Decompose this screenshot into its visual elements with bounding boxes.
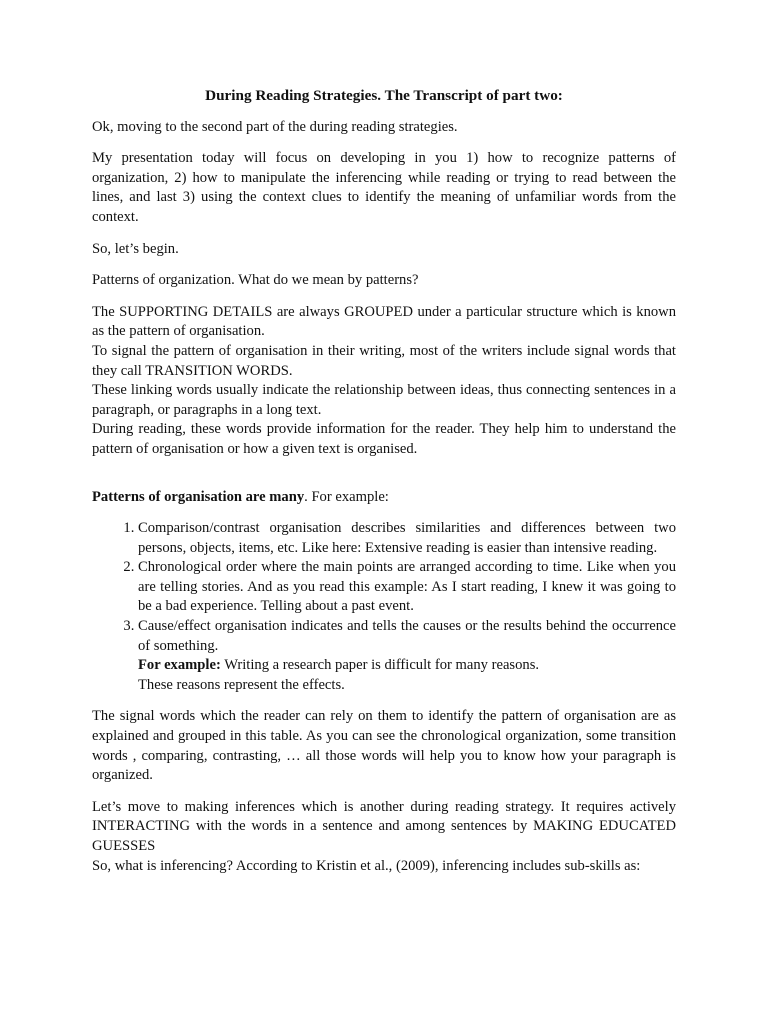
patterns-heading xyxy=(92,488,676,508)
list-item xyxy=(138,617,676,695)
paragraph-inferences xyxy=(92,798,676,876)
spacer xyxy=(92,460,676,488)
patterns-heading-rest: . For example: xyxy=(304,488,389,505)
text-line: During reading, these words provide information for the reader. They help him to understand the pattern of organisation or how a given text is organised. xyxy=(92,421,676,457)
list-item-text: Cause/effect organisation indicates and tells the causes or the results behind the occurrence of something. xyxy=(138,618,676,654)
paragraph-presentation: My presentation today will focus on developing in you 1) how to recognize patterns of organization, 2) how to manipulate the inferencing while reading or trying to read between the lines, and last 3) using the context clues to identify the meaning of unfamiliar words from the context. xyxy=(92,150,676,225)
list-item xyxy=(138,558,676,617)
paragraph-begin: So, let’s begin. xyxy=(92,240,179,257)
text-line: So, what is inferencing? According to Kristin et al., (2009), inferencing includes sub-skills as: xyxy=(92,857,641,874)
text-line: Let’s move to making inferences which is another during reading strategy. It requires actively INTERACTING with the words in a sentence and among sentences by MAKING EDUCATED GUESSES xyxy=(92,798,676,854)
list-item-text: Comparison/contrast organisation describes similarities and differences between two persons, objects, items, etc. Like here: Extensive reading is easier than intensive reading. xyxy=(138,520,676,556)
example-label: For example: xyxy=(138,657,221,674)
patterns-list xyxy=(92,519,676,695)
paragraph-supporting-details xyxy=(92,303,676,460)
list-item-example xyxy=(138,656,676,676)
text-line: To signal the pattern of organisation in their writing, most of the writers include signal words that they call TRANSITION WORDS. xyxy=(92,342,676,379)
paragraph-intro: Ok, moving to the second part of the during reading strategies. xyxy=(92,118,458,135)
patterns-heading-bold: Patterns of organisation are many xyxy=(92,488,305,505)
paragraph-patterns-question: Patterns of organization. What do we mean by patterns? xyxy=(92,272,419,289)
paragraph-signal-words: The signal words which the reader can rely on them to identify the pattern of organisation are as explained and grouped in this table. As you can see the chronological organization, some transition words , comparing, contrasting, … all those words will help you to know how your paragraph is organized. xyxy=(92,708,676,784)
list-item xyxy=(138,519,676,558)
list-item-example-note: These reasons represent the effects. xyxy=(138,676,345,693)
text-line: The SUPPORTING DETAILS are always GROUPED under a particular structure which is known as the pattern of organisation. xyxy=(92,303,676,340)
example-text: Writing a research paper is difficult for many reasons. xyxy=(220,657,540,674)
text-line: These linking words usually indicate the relationship between ideas, thus connecting sentences in a paragraph, or paragraphs in a long text. xyxy=(92,382,676,418)
document-title: During Reading Strategies. The Transcript of part two: xyxy=(205,87,563,104)
list-item-text: Chronological order where the main points are arranged according to time. Like when you are telling stories. And as you read this example: As I start reading, I knew it was going to be a bad experience. Telling about a past event. xyxy=(138,559,676,615)
